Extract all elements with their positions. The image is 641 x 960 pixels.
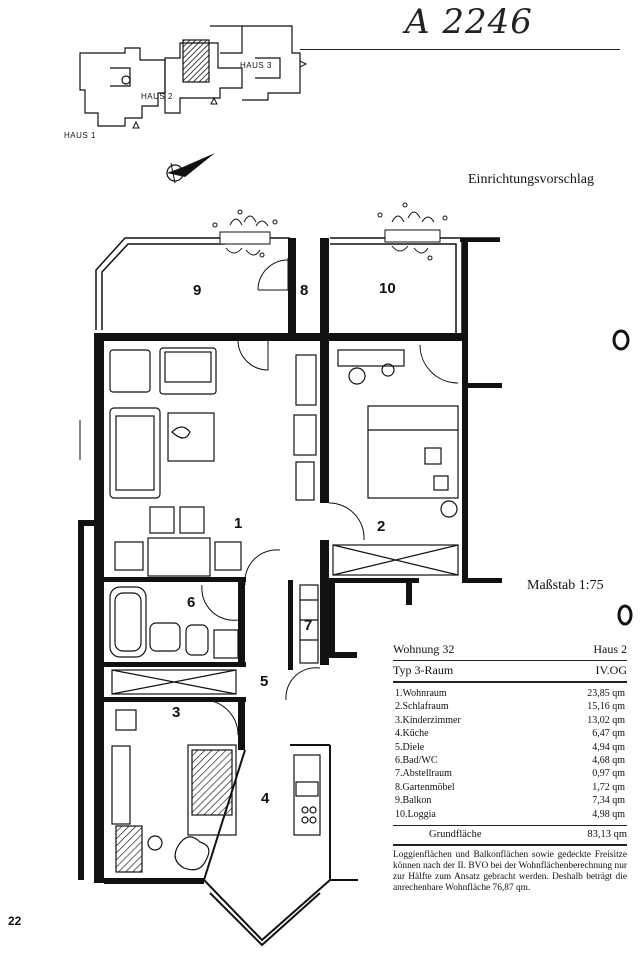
- area-row: 2.Schlafraum 15,16 qm: [395, 701, 625, 713]
- table-type-row: [393, 663, 627, 681]
- room-number-5: 5: [260, 673, 269, 690]
- handwritten-code: A 2246: [405, 2, 533, 42]
- area-row: 4.Küche 6,47 qm: [395, 728, 625, 740]
- site-label-haus2: HAUS 2: [141, 92, 173, 101]
- plant-icon: [213, 210, 277, 257]
- table-header-row: [393, 642, 627, 660]
- room-number-7: 7: [304, 617, 313, 634]
- heading: Einrichtungsvorschlag: [468, 172, 594, 187]
- building-label: Haus 2: [593, 642, 627, 656]
- room-number-9: 9: [193, 282, 202, 299]
- site-label-haus1: HAUS 1: [64, 131, 96, 140]
- apartment-number: Wohnung 32: [393, 642, 455, 656]
- room-number-8: 8: [300, 282, 309, 299]
- area-row: 6.Bad/WC 4,68 qm: [395, 754, 625, 766]
- room-number-1: 1: [234, 515, 243, 532]
- area-row: 1.Wohnraum 23,85 qm: [395, 688, 625, 699]
- area-row: 7.Abstellraum 0,97 qm: [395, 768, 625, 780]
- room-number-3: 3: [172, 704, 181, 721]
- total-value: 83,13 qm: [587, 828, 627, 840]
- total-label: Grundfläche: [429, 828, 482, 840]
- footnote: Loggienflächen und Balkonflächen sowie gedeckte Freisitze können nach der II. BVO bei der Wohnflächenberechnung nur zur Hälfte zum Ansatz gebracht werden. Deshalb beträgt die anrechenbare Wohnfläche 76,87 qm.: [393, 849, 627, 893]
- page-number: 22: [8, 914, 22, 928]
- area-row: 10.Loggia 4,98 qm: [395, 808, 625, 820]
- area-row: 8.Gartenmöbel 1,72 qm: [395, 781, 625, 793]
- area-row: 9.Balkon 7,34 qm: [395, 795, 625, 807]
- room-number-4: 4: [261, 790, 270, 807]
- plant-icon: [378, 203, 447, 260]
- total-row: [393, 826, 627, 844]
- room-number-2: 2: [377, 518, 386, 535]
- room-number-6: 6: [187, 594, 196, 611]
- area-row: 5.Diele 4,94 qm: [395, 741, 625, 753]
- area-row: 3.Kinderzimmer 13,02 qm: [395, 714, 625, 726]
- scale-label: Maßstab 1:75: [527, 578, 604, 593]
- apartment-type: Typ 3-Raum: [393, 663, 454, 677]
- room-number-10: 10: [379, 280, 396, 297]
- area-table: [393, 642, 627, 894]
- site-label-haus3: HAUS 3: [240, 61, 272, 70]
- floor-label: IV.OG: [595, 663, 627, 677]
